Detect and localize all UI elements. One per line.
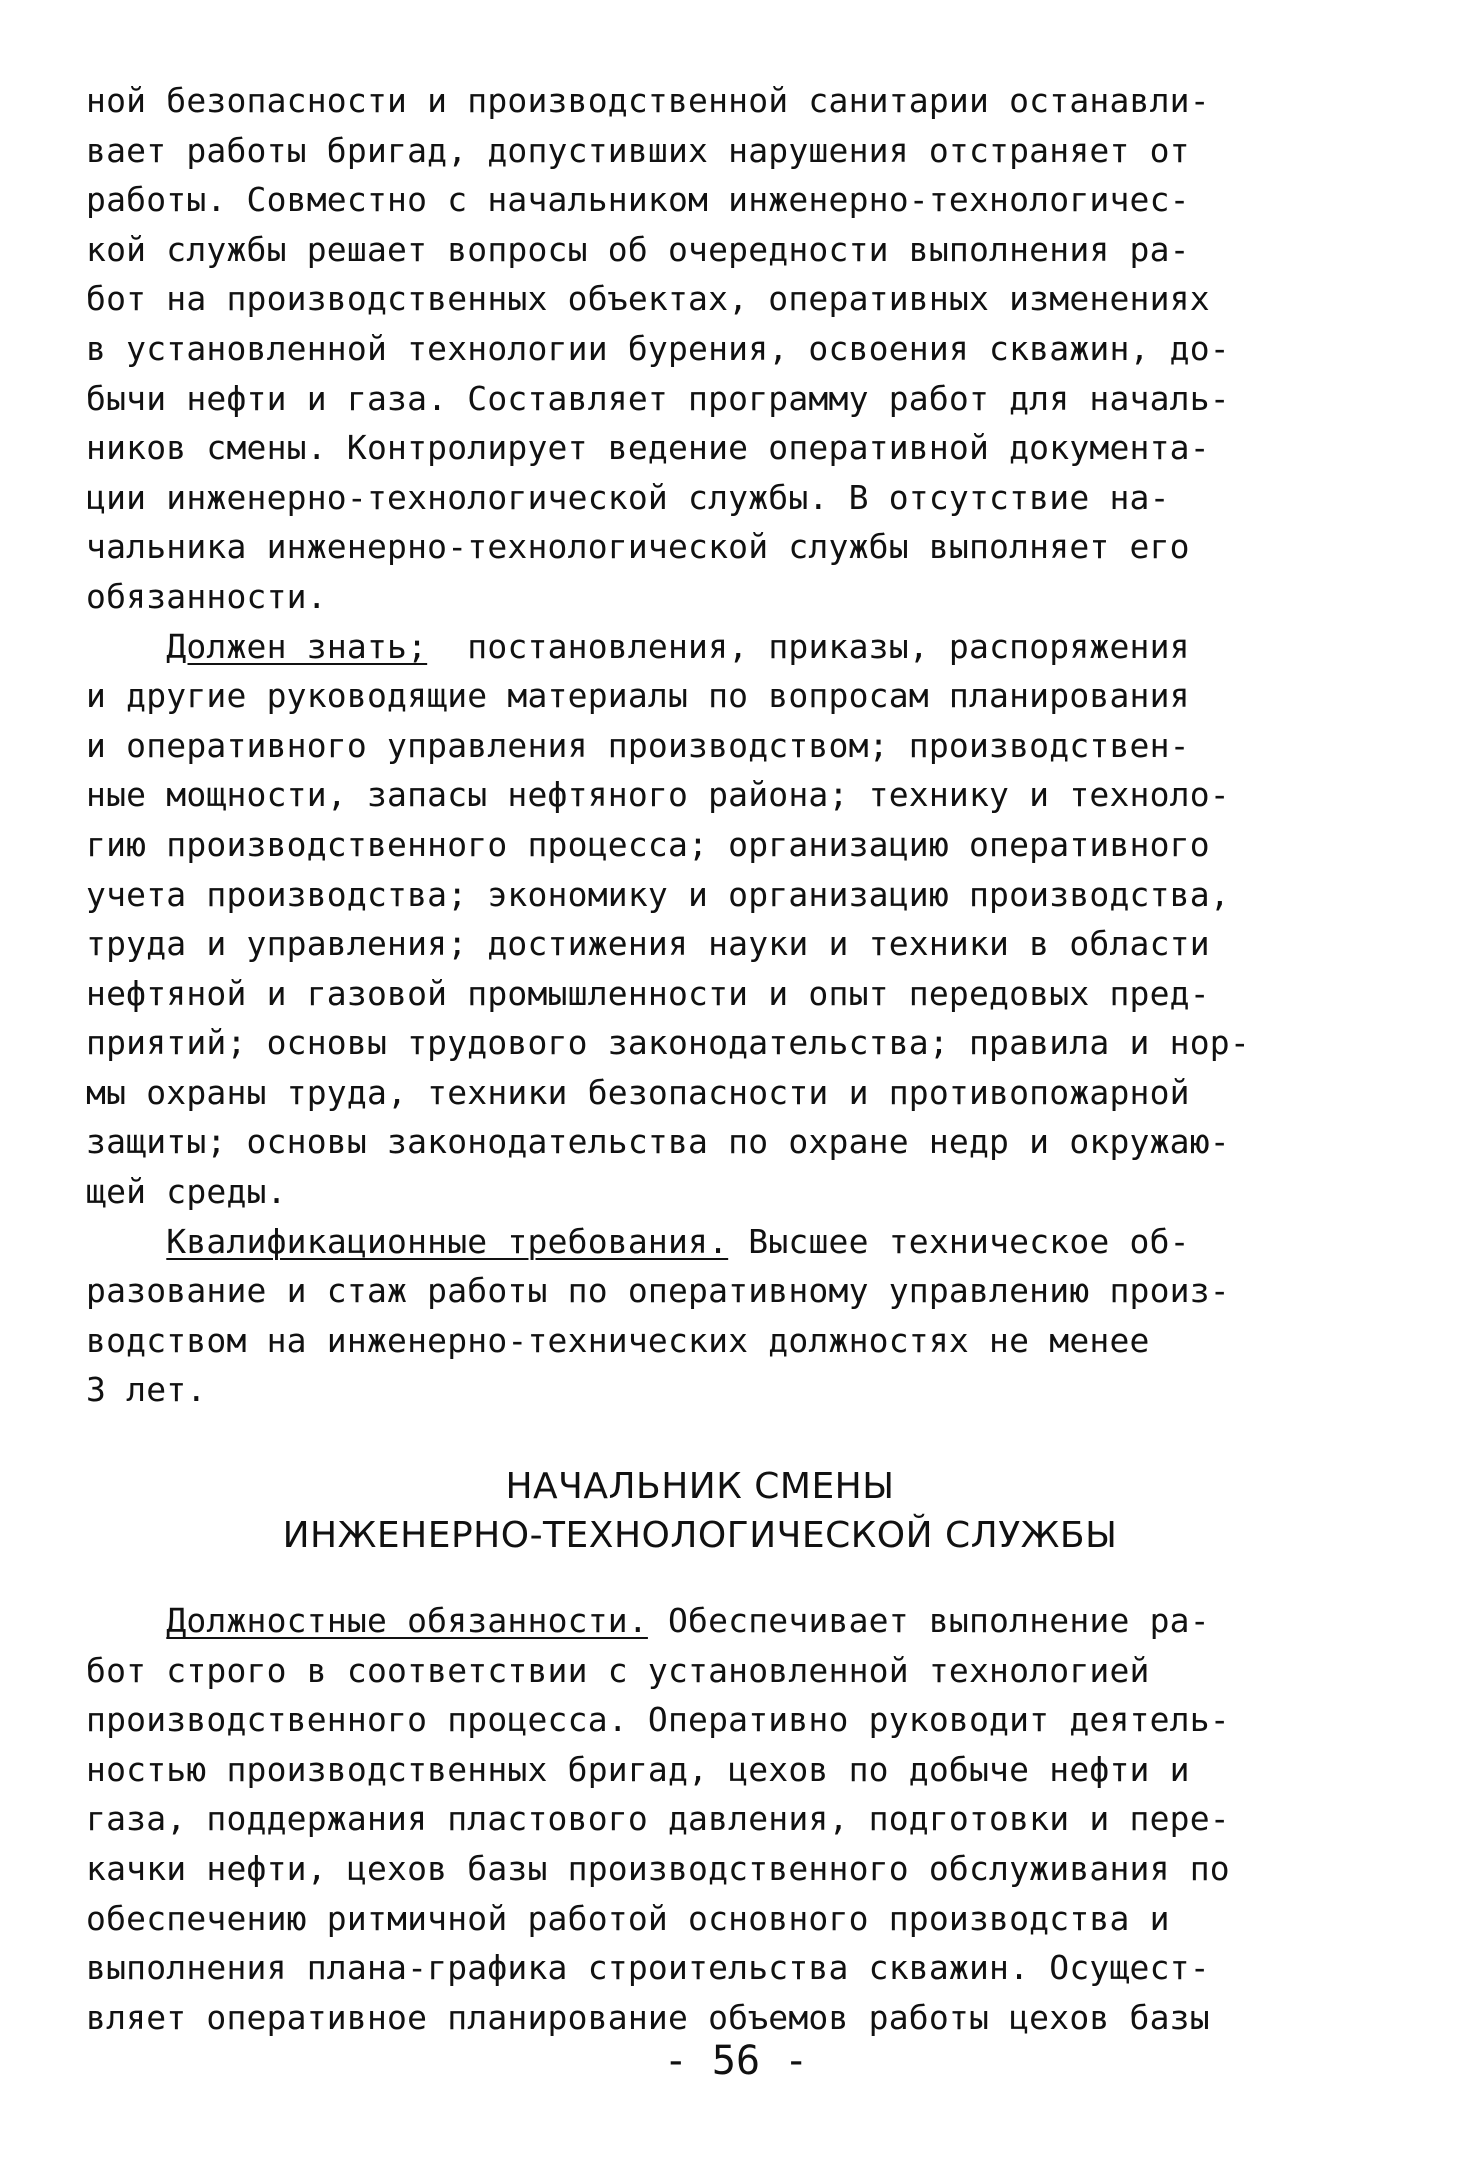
- qualification-first-line: [86, 1217, 1396, 1267]
- text-line: и оперативного управления производством; производствен-: [86, 725, 1190, 765]
- text-line: обеспечению ритмичной работой основного производства и: [86, 1898, 1170, 1938]
- text-line: газа, поддержания пластового давления, подготовки и пере-: [86, 1799, 1230, 1839]
- qualification-label: Квалификационные требования.: [166, 1221, 729, 1261]
- text-line: в установленной технологии бурения, освоения скважин, до-: [86, 328, 1230, 368]
- text-line: ции инженерно-технологической службы. В отсутствие на-: [86, 477, 1170, 517]
- text-line: ные мощности, запасы нефтяного района; технику и техноло-: [86, 775, 1230, 815]
- text-line: качки нефти, цехов базы производственного обслуживания по: [86, 1848, 1230, 1888]
- text-line: разование и стаж работы по оперативному управлению произ-: [86, 1271, 1230, 1311]
- knowledge-label: Должен знать;: [166, 626, 428, 666]
- text-line: учета производства; экономику и организацию производства,: [86, 874, 1230, 914]
- text-line: вляет оперативное планирование объемов работы цехов базы: [86, 1997, 1210, 2037]
- knowledge-first-text: постановления, приказы, распоряжения: [427, 626, 1190, 666]
- text-line: приятий; основы трудового законодательства; правила и нор-: [86, 1023, 1250, 1063]
- text-line: кой службы решает вопросы об очередности выполнения ра-: [86, 229, 1190, 269]
- text-line: вает работы бригад, допустивших нарушения отстраняет от: [86, 130, 1190, 170]
- text-line: ников смены. Контролирует ведение оперативной документа-: [86, 428, 1210, 468]
- text-line: производственного процесса. Оперативно руководит деятель-: [86, 1700, 1230, 1740]
- duties-label: Должностные обязанности.: [166, 1601, 648, 1640]
- continued-duties-text: [86, 76, 1396, 1415]
- text-line: защиты; основы законодательства по охране недр и окружаю-: [86, 1122, 1230, 1162]
- text-line: выполнения плана-графика строительства скважин. Осущест-: [86, 1948, 1210, 1988]
- text-line: бычи нефти и газа. Составляет программу работ для началь-: [86, 378, 1230, 418]
- section-heading-line-1: НАЧАЛЬНИК СМЕНЫ: [505, 1466, 895, 1507]
- text-line: ной безопасности и производственной санитарии останавли-: [86, 81, 1210, 120]
- text-line: бот на производственных объектах, оперативных изменениях: [86, 279, 1210, 319]
- text-line: работы. Совместно с начальником инженерно-технологичес-: [86, 180, 1190, 220]
- text-line: обязанности.: [86, 576, 327, 616]
- text-line: и другие руководящие материалы по вопросам планирования: [86, 676, 1190, 716]
- text-line: бот строго в соответствии с установленной технологией: [86, 1650, 1150, 1690]
- duties-text: [86, 1596, 1396, 2042]
- text-line: чальника инженерно-технологической службы выполняет его: [86, 527, 1190, 567]
- text-line: ностью производственных бригад, цехов по добыче нефти и: [86, 1749, 1190, 1789]
- text-line: труда и управления; достижения науки и техники в области: [86, 924, 1210, 964]
- page-number: - 56 -: [663, 2038, 809, 2084]
- text-line: мы охраны труда, техники безопасности и противопожарной: [86, 1072, 1190, 1112]
- section-heading-line-2: ИНЖЕНЕРНО-ТЕХНОЛОГИЧЕСКОЙ СЛУЖБЫ: [282, 1515, 1118, 1556]
- text-line: гию производственного процесса; организацию оперативного: [86, 824, 1210, 864]
- text-line: нефтяной и газовой промышленности и опыт передовых пред-: [86, 973, 1210, 1013]
- duties-first-line: [86, 1596, 1396, 1646]
- knowledge-first-line: [86, 622, 1396, 672]
- qualification-first-text: Высшее техническое об-: [728, 1221, 1190, 1261]
- text-line: щей среды.: [86, 1172, 287, 1212]
- text-line: 3 лет.: [86, 1370, 207, 1410]
- text-line: водством на инженерно-технических должностях не менее: [86, 1320, 1150, 1360]
- duties-first-text: Обеспечивает выполнение ра-: [647, 1601, 1210, 1640]
